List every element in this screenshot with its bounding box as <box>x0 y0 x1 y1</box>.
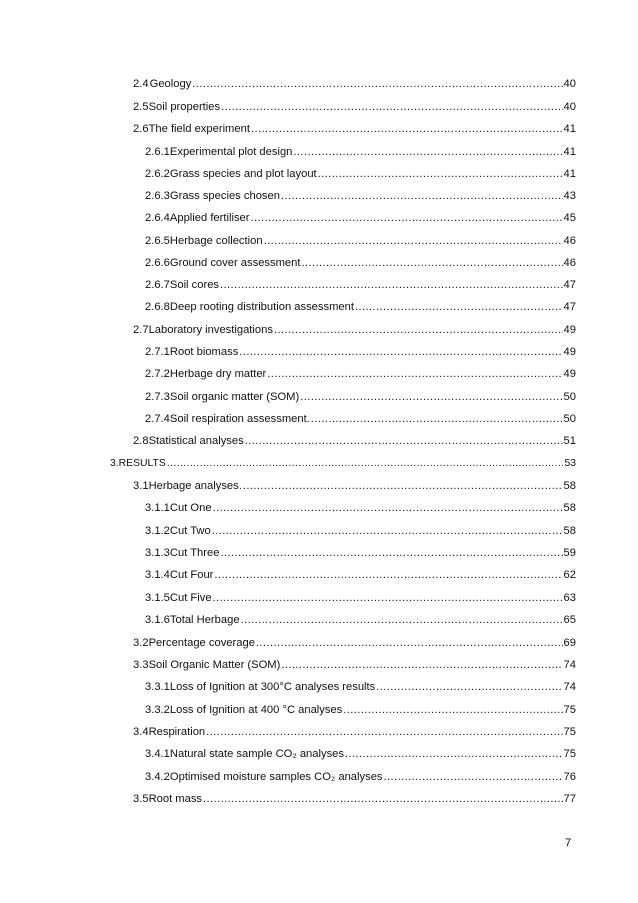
toc-leader-dots <box>213 500 563 516</box>
toc-entry-title: Applied fertiliser <box>169 212 250 224</box>
toc-entry[interactable] <box>133 99 576 115</box>
toc-entry-title: Cut One <box>169 502 212 514</box>
toc-entry[interactable] <box>133 433 576 449</box>
toc-entry[interactable] <box>145 299 576 315</box>
toc-entry[interactable] <box>145 366 576 382</box>
toc-entry-page: 41 <box>563 146 576 158</box>
toc-leader-dots <box>345 746 563 762</box>
toc-entry-number: 3.1.6 <box>145 614 170 626</box>
toc-entry-title: RESULTS <box>118 458 166 469</box>
toc-entry[interactable] <box>145 210 576 226</box>
toc-entry[interactable] <box>145 188 576 204</box>
toc-leader-dots <box>239 344 562 360</box>
toc-entry-number: 2.6.3 <box>145 190 170 202</box>
toc-entry[interactable] <box>145 612 576 628</box>
toc-entry-page: 49 <box>563 324 576 336</box>
toc-leader-dots <box>213 590 563 606</box>
toc-leader-dots <box>293 144 562 160</box>
toc-entry-title: Percentage coverage <box>148 637 255 649</box>
toc-entry-title: Root biomass <box>169 346 239 358</box>
toc-entry-title: Soil respiration assessment. <box>169 413 310 425</box>
toc-leader-dots <box>281 188 563 204</box>
toc-leader-dots <box>220 545 562 561</box>
toc-leader-dots <box>267 366 562 382</box>
toc-entry-title: Cut Four <box>169 569 214 581</box>
toc-entry-title: Herbage analyses. <box>148 480 242 492</box>
toc-entry-number: 2.7 <box>133 324 149 336</box>
toc-entry-title: Loss of Ignition at 400 °C analyses <box>169 704 343 716</box>
page-number: 7 <box>565 837 572 849</box>
toc-leader-dots <box>264 233 563 249</box>
toc-entry-number: 2.6.8 <box>145 301 170 313</box>
toc-entry-page: 76 <box>563 771 576 783</box>
toc-entry-title: Cut Five <box>169 592 212 604</box>
toc-entry-number: 2.8 <box>133 435 149 447</box>
toc-entry-page: 53 <box>564 458 576 469</box>
toc-leader-dots <box>376 679 562 695</box>
toc-leader-dots <box>274 322 563 338</box>
toc-entry-number: 3.5 <box>133 793 149 805</box>
toc-entry-number: 3.1.5 <box>145 592 170 604</box>
toc-entry[interactable] <box>133 121 576 137</box>
toc-entry[interactable] <box>145 144 576 160</box>
toc-entry[interactable] <box>145 567 576 583</box>
toc-entry[interactable] <box>145 545 576 561</box>
toc-entry-page: 75 <box>563 748 576 760</box>
toc-entry[interactable] <box>145 746 576 762</box>
toc-entry-number: 2.7.2 <box>145 368 170 380</box>
toc-entry-number: 2.6.2 <box>145 168 170 180</box>
toc-entry-title: Soil properties <box>148 101 221 113</box>
toc-entry-number: 3.3.1 <box>145 681 170 693</box>
toc-entry-page: 43 <box>563 190 576 202</box>
toc-entry-page: 77 <box>563 793 576 805</box>
toc-entry-title: Total Herbage <box>169 614 240 626</box>
toc-leader-dots <box>221 99 562 115</box>
toc-entry[interactable] <box>145 166 576 182</box>
toc-entry-title: Ground cover assessment <box>169 257 301 269</box>
toc-entry-title: Herbage collection <box>169 235 263 247</box>
toc-leader-dots <box>384 769 563 785</box>
toc-leader-dots <box>250 210 562 226</box>
toc-entry-title: Optimised moisture samples CO₂ analyses <box>169 771 383 783</box>
toc-entry-title: Geology <box>149 78 192 90</box>
toc-entry-title: Grass species and plot layout <box>169 168 317 180</box>
toc-entry-number: 2.7.4 <box>145 413 170 425</box>
toc-entry-number: 3.1.1 <box>145 502 170 514</box>
toc-entry-page: 75 <box>563 704 576 716</box>
toc-entry[interactable] <box>145 344 576 360</box>
toc-leader-dots <box>318 166 563 182</box>
toc-entry[interactable] <box>145 389 576 405</box>
toc-entry-title: Statistical analyses <box>148 435 244 447</box>
toc-entry[interactable] <box>133 657 576 673</box>
toc-entry-number: 2.7.1 <box>145 346 170 358</box>
toc-entry-page: 58 <box>563 480 576 492</box>
toc-leader-dots <box>214 567 562 583</box>
toc-entry-number: 2.6.7 <box>145 279 170 291</box>
toc-entry-title: Soil cores <box>169 279 220 291</box>
toc-entry-page: 46 <box>563 235 576 247</box>
toc-entry-number: 3.1.4 <box>145 569 170 581</box>
toc-entry-page: 51 <box>563 435 576 447</box>
toc-leader-dots <box>203 791 563 807</box>
toc-entry-title: Soil organic matter (SOM) <box>169 391 300 403</box>
toc-entry[interactable] <box>145 255 576 271</box>
toc-entry[interactable] <box>145 500 576 516</box>
toc-entry-number: 2.6.1 <box>145 146 170 158</box>
toc-entry-number: 3.1 <box>133 480 149 492</box>
toc-entry[interactable] <box>145 523 576 539</box>
toc-entry-number: 3.2 <box>133 637 149 649</box>
toc-entry-title: Soil Organic Matter (SOM) <box>148 659 281 671</box>
toc-entry-title: Laboratory investigations <box>148 324 273 336</box>
toc-entry[interactable] <box>110 456 576 472</box>
toc-entry-title: Root mass <box>148 793 203 805</box>
toc-entry-page: 50 <box>563 391 576 403</box>
toc-leader-dots <box>256 635 563 651</box>
toc-entry-page: 49 <box>563 368 576 380</box>
toc-entry-number: 2.6.5 <box>145 235 170 247</box>
toc-entry-page: 59 <box>563 547 576 559</box>
toc-entry-title: The field experiment <box>148 123 250 135</box>
toc-leader-dots <box>343 702 562 718</box>
toc-entry[interactable] <box>145 679 576 695</box>
toc-entry-page: 47 <box>563 279 576 291</box>
toc-entry-number: 3.3.2 <box>145 704 170 716</box>
toc-entry-page: 58 <box>563 502 576 514</box>
toc-leader-dots <box>220 277 563 293</box>
toc-leader-dots <box>301 255 562 271</box>
toc-leader-dots <box>243 478 563 494</box>
toc-entry-number: 3.1.2 <box>145 525 170 537</box>
toc-entry-page: 63 <box>563 592 576 604</box>
toc-leader-dots <box>355 299 563 315</box>
toc-entry-title: Deep rooting distribution assessment <box>169 301 354 313</box>
toc-entry-number: 2.6.6 <box>145 257 170 269</box>
toc-entry-number: 2.6.4 <box>145 212 170 224</box>
toc-entry-page: 62 <box>563 569 576 581</box>
toc-entry-number: 2.5 <box>133 101 149 113</box>
toc-entry-page: 47 <box>563 301 576 313</box>
toc-entry[interactable] <box>133 322 576 338</box>
toc-entry-number: 3.4 <box>133 726 149 738</box>
toc-entry-page: 74 <box>563 681 576 693</box>
toc-entry-page: 41 <box>563 123 576 135</box>
toc-entry[interactable] <box>133 76 576 92</box>
toc-entry-page: 69 <box>563 637 576 649</box>
toc-entry-title: Experimental plot design <box>169 146 293 158</box>
toc-entry-title: Cut Three <box>169 547 220 559</box>
toc-entry-title: Natural state sample CO₂ analyses <box>169 748 344 760</box>
toc-entry-page: 74 <box>563 659 576 671</box>
toc-entry-page: 65 <box>563 614 576 626</box>
toc-entry[interactable] <box>145 702 576 718</box>
toc-entry[interactable] <box>145 590 576 606</box>
toc-entry-number: 3. <box>110 458 119 469</box>
toc-leader-dots <box>245 433 563 449</box>
toc-entry-page: 49 <box>563 346 576 358</box>
toc-entry-title: Respiration <box>148 726 206 738</box>
toc-entry-page: 40 <box>563 101 576 113</box>
toc-entry-number: 3.4.1 <box>145 748 170 760</box>
toc-entry-number: 2.7.3 <box>145 391 170 403</box>
toc-entry-number: 2.6 <box>133 123 149 135</box>
toc-entry[interactable] <box>133 724 576 740</box>
toc-leader-dots <box>281 657 562 673</box>
toc-leader-dots <box>212 523 563 539</box>
toc-leader-dots <box>300 389 562 405</box>
toc-entry-number: 3.1.3 <box>145 547 170 559</box>
toc-entry-page: 50 <box>563 413 576 425</box>
toc-entry[interactable] <box>145 277 576 293</box>
toc-entry-number: 3.4.2 <box>145 771 170 783</box>
toc-leader-dots <box>251 121 563 137</box>
toc-entry-page: 58 <box>563 525 576 537</box>
toc-leader-dots <box>192 76 562 92</box>
toc-entry-page: 75 <box>563 726 576 738</box>
toc-leader-dots <box>206 724 562 740</box>
toc-entry[interactable] <box>133 635 576 651</box>
toc-entry-number: 2.4 <box>133 78 149 90</box>
toc-entry-title: Loss of Ignition at 300°C analyses results <box>169 681 376 693</box>
toc-entry[interactable] <box>145 769 576 785</box>
toc-leader-dots <box>167 456 564 472</box>
toc-entry-page: 45 <box>563 212 576 224</box>
toc-entry-title: Grass species chosen <box>169 190 280 202</box>
toc-entry-page: 41 <box>563 168 576 180</box>
toc-leader-dots <box>241 612 563 628</box>
toc-entry-number: 3.3 <box>133 659 149 671</box>
toc-entry[interactable] <box>133 478 576 494</box>
toc-leader-dots <box>311 411 563 427</box>
toc-entry-page: 40 <box>563 78 576 90</box>
toc-entry-title: Herbage dry matter <box>169 368 267 380</box>
toc-entry[interactable] <box>133 791 576 807</box>
toc-entry[interactable] <box>145 233 576 249</box>
toc-entry-title: Cut Two <box>169 525 211 537</box>
toc-entry[interactable] <box>145 411 576 427</box>
toc-entry-page: 46 <box>563 257 576 269</box>
